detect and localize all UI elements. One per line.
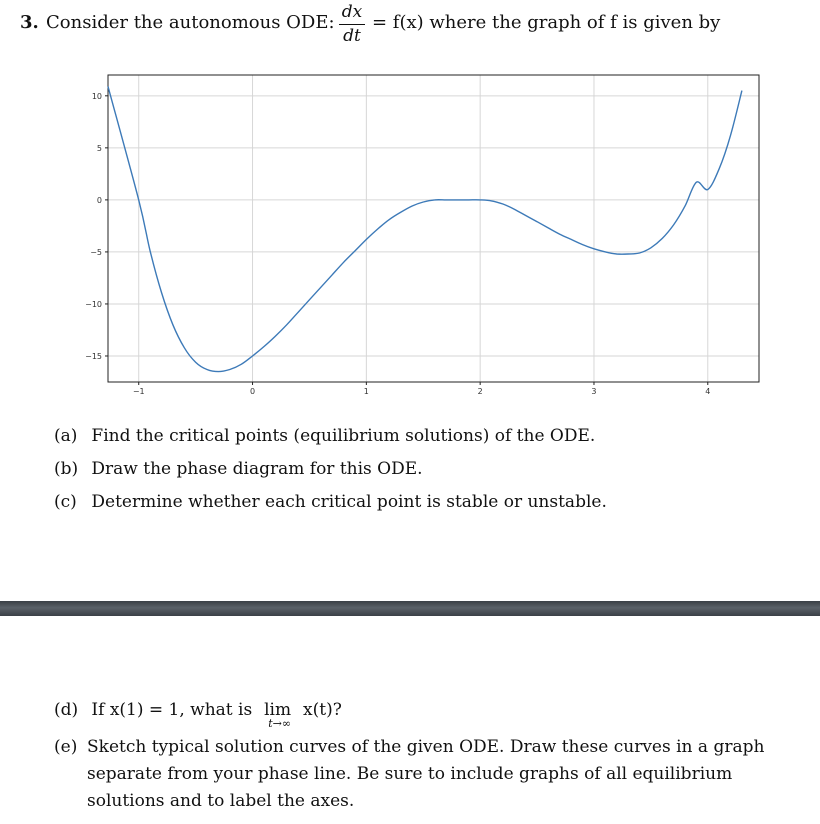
problem-rhs: = f(x) where the graph of f is given by — [372, 12, 721, 33]
fraction-numerator: dx — [341, 2, 363, 22]
question-e-text: Sketch typical solution curves of the given ODE. Draw these curves in a graph separate from your phase line. Be sure to include graphs of all equilibrium solutions and to label the axes. — [87, 737, 765, 811]
grid — [108, 75, 759, 382]
question-b-label: (b) — [54, 459, 79, 479]
y-tick-label: −5 — [90, 247, 102, 257]
tick-labels — [85, 92, 710, 396]
x-tick-label: 3 — [591, 387, 597, 396]
x-tick-label: 1 — [363, 387, 369, 396]
question-b-text: Draw the phase diagram for this ODE. — [91, 459, 423, 479]
question-c-label: (c) — [54, 492, 77, 512]
limit-subscript: t→∞ — [268, 717, 292, 730]
derivative-fraction — [336, 2, 368, 47]
problem-header — [20, 2, 800, 48]
question-a-text: Find the critical points (equilibrium solutions) of the ODE. — [91, 426, 596, 446]
limit-operator — [258, 700, 298, 730]
fraction-bar — [339, 24, 365, 25]
question-c — [54, 492, 607, 512]
question-a-label: (a) — [54, 426, 78, 446]
y-tick-label: −10 — [85, 299, 102, 309]
question-c-text: Determine whether each critical point is stable or unstable. — [91, 492, 607, 512]
question-d-text-before: If x(1) = 1, what is — [91, 700, 253, 720]
y-tick-label: 0 — [96, 195, 102, 205]
question-d-text-after: x(t)? — [303, 700, 342, 720]
question-d-label: (d) — [54, 700, 79, 720]
x-tick-label: 0 — [249, 387, 256, 396]
question-b — [54, 459, 423, 479]
fraction-denominator: dt — [343, 26, 361, 46]
y-tick-label: 10 — [91, 91, 102, 101]
x-tick-label: 2 — [477, 387, 483, 396]
question-e-label: (e) — [54, 737, 78, 757]
x-tick-label: −1 — [132, 387, 145, 396]
limit-word: lim — [264, 700, 292, 720]
x-tick-label: 4 — [705, 387, 711, 396]
y-tick-label: −15 — [85, 351, 102, 361]
question-a — [54, 426, 595, 446]
page-divider — [0, 601, 820, 616]
plot-frame — [108, 75, 759, 382]
function-graph — [0, 60, 820, 405]
problem-intro: Consider the autonomous ODE: — [46, 12, 335, 33]
question-d — [54, 700, 342, 730]
f-curve — [108, 86, 742, 371]
y-tick-label: 5 — [96, 143, 102, 153]
problem-number: 3. — [20, 12, 39, 33]
question-e — [54, 734, 814, 815]
